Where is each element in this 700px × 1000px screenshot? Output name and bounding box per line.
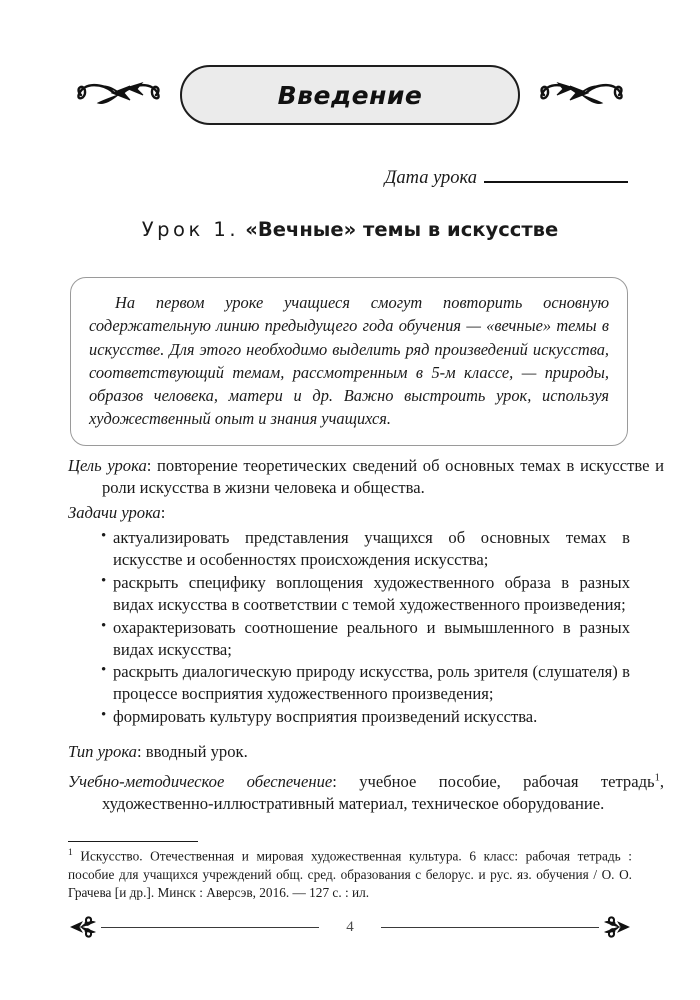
lesson-title: «Вечные» темы в искусстве <box>245 218 559 241</box>
list-item: • раскрыть диалогическую природу искусства, роль зрителя (слушателя) в процессе восприятия художественного произведения; <box>68 661 630 705</box>
section-title-text: Введение <box>277 80 423 110</box>
lesson-type-block <box>68 741 630 763</box>
lesson-number: Урок 1. <box>141 218 240 241</box>
lesson-support-label: Учебно-методическое обеспечение <box>68 772 333 791</box>
list-item: • формировать культуру восприятия произведений искусства. <box>68 706 630 728</box>
flourish-right-icon <box>532 74 632 116</box>
lesson-type-separator: : <box>136 742 146 761</box>
lesson-date-field[interactable] <box>385 168 628 189</box>
lesson-goal-text: повторение теоретических сведений об основных темах в искусстве и роли искусства в жизни человека и общества. <box>102 456 664 498</box>
lesson-date-input[interactable] <box>484 168 628 183</box>
footnote-text: Искусство. Отечественная и мировая художественная культура. 6 класс: рабочая тетрадь : пособие для учащихся учреждений общ. сред. образования с белорус. и рус. яз. обучения / О. О. Грачева [и др.]. Минск : Аверсэв, 2016. — 127 с. : ил. <box>68 848 632 901</box>
lesson-tasks-list <box>68 527 630 729</box>
section-title-box <box>180 65 520 125</box>
lesson-date-label: Дата урока <box>384 168 477 188</box>
lesson-support-separator: : <box>332 772 360 791</box>
lesson-goal-label: Цель урока <box>68 456 147 475</box>
lesson-tasks-separator: : <box>160 503 166 522</box>
intro-callout-box <box>70 277 628 446</box>
page-number: 4 <box>346 918 354 935</box>
lesson-type-text: вводный урок. <box>145 742 248 761</box>
list-item: • актуализировать представления учащихся об основных темах в искусстве и особенностях происхождения искусства; <box>68 527 630 571</box>
page-header <box>0 62 700 128</box>
list-item: • охарактеризовать соотношение реального и вымышленного в разных видах искусства; <box>68 617 630 661</box>
footer-rule-left <box>101 927 319 928</box>
lesson-type-label: Тип урока <box>68 742 137 761</box>
lesson-support-text-before: учебное пособие, рабочая тетрадь <box>359 772 655 791</box>
flourish-left-icon <box>68 74 168 116</box>
lesson-support-block <box>68 771 664 815</box>
page-footer <box>0 912 700 942</box>
lesson-tasks-label: Задачи урока <box>68 503 161 522</box>
lesson-tasks-label-block <box>68 502 630 524</box>
intro-callout-text: На первом уроке учащиеся смогут повторить основную содержательную линию предыдущего года обучения — «вечные» темы в искусстве. Для этого необходимо выделить ряд произведений искусства, соответствующий темам, рассмотренным в 5-м классе, — природы, образов человека, матери и др. Важно выстроить урок, используя художественный опыт и знания учащихся. <box>89 293 609 429</box>
footer-rule-right <box>381 927 599 928</box>
footer-flourish-right-icon <box>597 914 631 940</box>
list-item: • раскрыть специфику воплощения художественного образа в разных видах искусства в соответствии с темой художественного произведения; <box>68 572 630 616</box>
lesson-support-text-after: , художественно-иллюстративный материал, техническое оборудование. <box>102 772 664 814</box>
footnote-mark: 1 <box>68 848 73 858</box>
footnote <box>68 847 632 902</box>
footnote-separator-rule <box>68 841 198 842</box>
footer-flourish-left-icon <box>69 914 103 940</box>
footnote-reference-mark[interactable]: 1 <box>654 772 660 784</box>
lesson-goal-block <box>68 455 664 499</box>
footer-right-group <box>381 914 631 940</box>
lesson-heading <box>0 218 700 241</box>
lesson-goal-separator: : <box>146 456 158 475</box>
footer-left-group <box>69 914 319 940</box>
